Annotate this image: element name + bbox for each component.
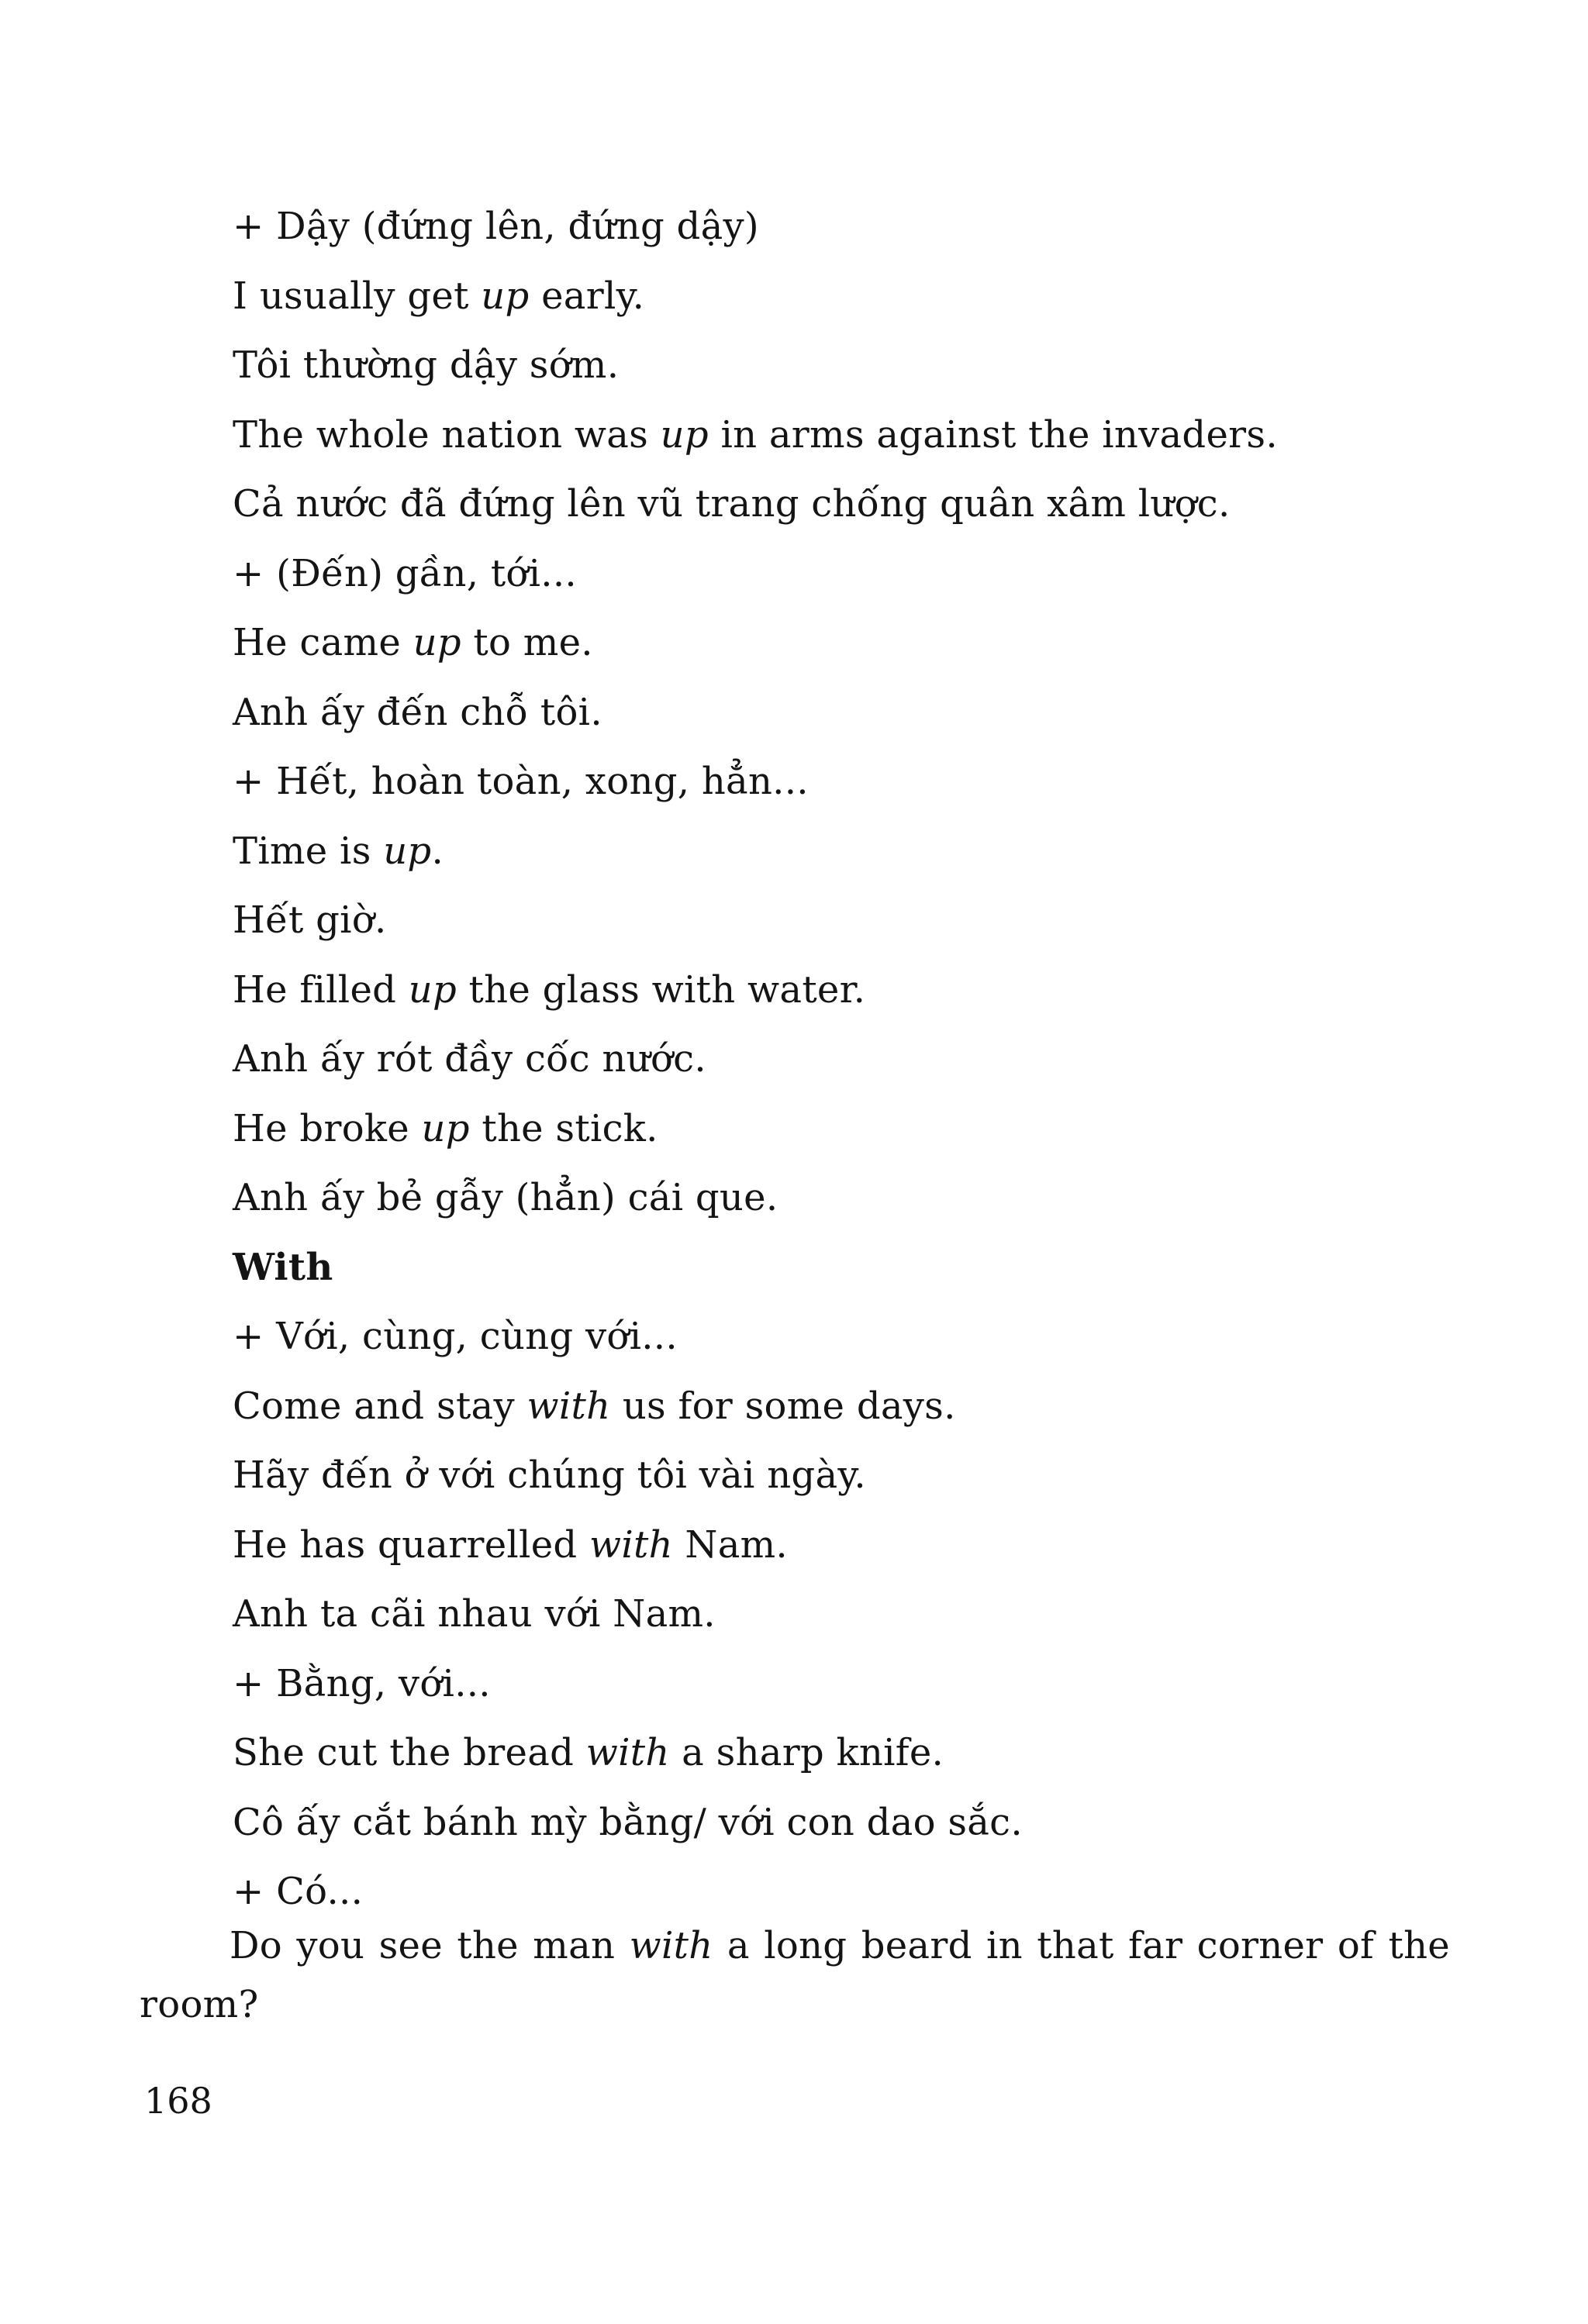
keyword: up [408,967,457,1012]
text-line: Anh ấy bẻ gẫy (hẳn) cái que. [233,1176,778,1219]
text-line: Tôi thường dậy sớm. [233,343,620,387]
keyword: up [660,412,709,457]
example-text: Nam. [672,1522,788,1567]
text-line: + Hết, hoàn toàn, xong, hẳn... [233,760,809,803]
text-line: Anh ấy đến chỗ tôi. [233,690,602,734]
text-line: Hết giờ. [233,898,387,942]
example-text: early. [529,274,645,318]
example-text: He filled [233,967,409,1012]
page-number: 168 [144,2080,212,2122]
example-line [233,262,1473,332]
keyword: with [629,1924,713,1967]
text-line: Cả nước đã đứng lên vũ trang chống quân xâm lược. [233,482,1231,526]
text-line: + Dậy (đứng lên, đứng dậy) [233,205,759,248]
example-text: She cut the bread [233,1731,586,1774]
example-line [233,1372,1473,1442]
text-line: Cô ấy cắt bánh mỳ bằng/ với con dao sắc. [233,1800,1023,1844]
example-text: in arms against the invaders. [708,412,1278,457]
text-line: Anh ấy rót đầy cốc nước. [233,1037,706,1081]
example-text: He broke [233,1106,422,1150]
text-line: + Có... [233,1870,364,1913]
paragraph-text: a long beard in that far corner of the room? [140,1924,1451,2026]
final-paragraph [140,1916,1450,2034]
keyword: up [421,1106,470,1150]
text-line: + (Đến) gần, tới... [233,551,577,595]
example-text: a sharp knife. [669,1731,944,1774]
example-line [233,817,1473,887]
example-text: I usually get [233,274,482,318]
example-text: He has quarrelled [233,1522,589,1567]
text-line: Anh ta cãi nhau với Nam. [233,1592,716,1636]
example-text: He came [233,621,413,664]
example-text: . [431,829,444,873]
example-line [233,1095,1473,1164]
example-text: to me. [461,621,593,664]
keyword: up [413,621,461,664]
example-text: the stick. [469,1106,658,1150]
example-text: the glass with water. [456,967,866,1012]
example-line [233,1719,1473,1788]
example-line [233,401,1473,471]
example-line [233,956,1473,1026]
example-text: The whole nation was [233,412,661,457]
example-text: us for some days. [610,1384,956,1428]
section-heading: With [233,1245,333,1289]
text-lines [233,192,1473,1927]
example-text: Come and stay [233,1384,527,1428]
paragraph-text: Do you see the man [230,1924,630,1967]
example-line [233,609,1473,678]
keyword: with [585,1731,670,1774]
keyword: with [526,1384,611,1428]
example-text: Time is [233,829,384,873]
text-line: + Với, cùng, cùng với... [233,1315,678,1358]
text-line: Hãy đến ở với chúng tôi vài ngày. [233,1453,866,1497]
keyword: up [481,274,530,318]
keyword: up [383,829,432,873]
example-line [233,1511,1473,1581]
keyword: with [589,1522,673,1567]
text-line: + Bằng, với... [233,1661,491,1705]
